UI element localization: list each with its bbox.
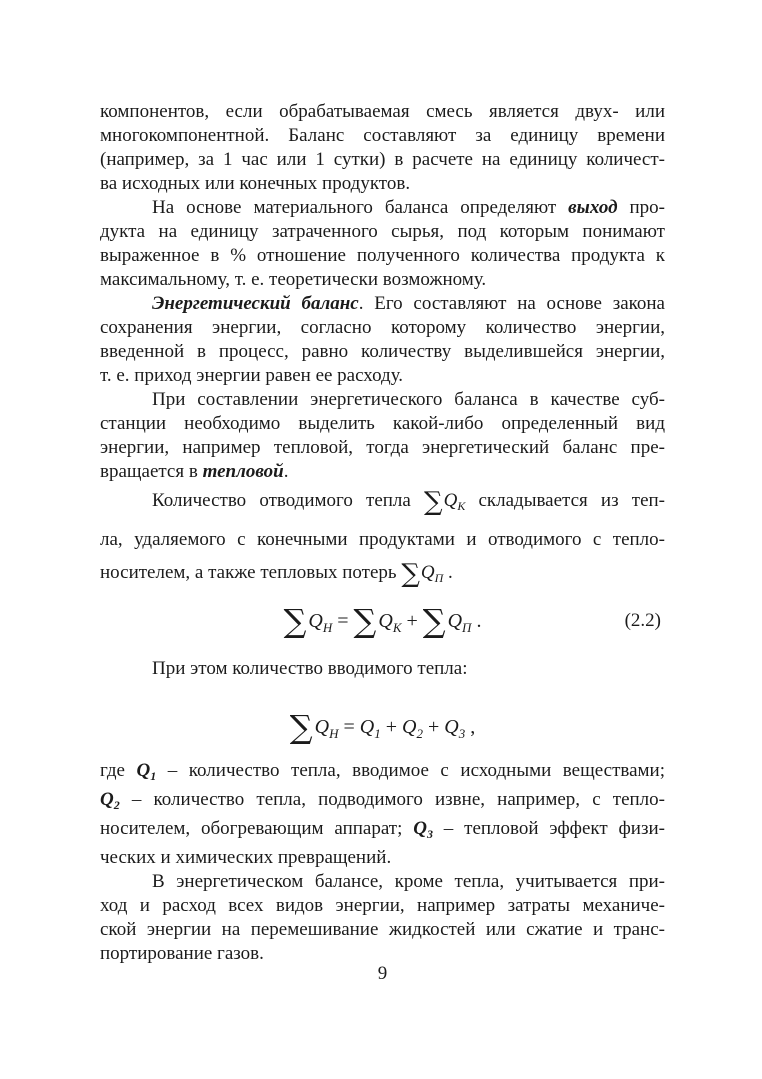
formula-body (289, 708, 476, 746)
text-segment: П (434, 571, 444, 585)
text-segment: тепловой (202, 461, 284, 482)
text-segment: . (443, 562, 453, 583)
text-line (100, 412, 665, 436)
text-line (100, 918, 665, 942)
paragraph (100, 388, 665, 484)
formula-segment: Q (444, 716, 459, 738)
text-line (100, 100, 665, 124)
text-segment: станции необходимо выделить какой-либо определенный вид (100, 413, 665, 434)
formula-segment: = (338, 716, 360, 738)
paragraph (100, 657, 665, 681)
formula-segment: Q (359, 716, 375, 738)
text-segment: ла, удаляемого с конечными продуктами и отводимого с тепло- (100, 529, 665, 550)
display-formula (100, 599, 665, 643)
formula-segment: Q (308, 610, 323, 632)
text-segment: При составлении энергетического баланса в качестве суб- (152, 389, 665, 410)
formula-segment: 1 (374, 726, 381, 741)
formula-segment: Q (402, 716, 417, 738)
paragraph (100, 870, 665, 966)
page-number: 9 (377, 963, 388, 984)
text-segment: Q (136, 760, 151, 781)
formula-segment: + (422, 716, 445, 738)
formula-segment: 2 (416, 726, 423, 741)
text-line (100, 436, 665, 460)
text-line (100, 817, 665, 846)
text-segment: 2 (113, 798, 120, 812)
text-line (100, 894, 665, 918)
text-segment: . Его составляют на основе закона (358, 293, 665, 314)
text-segment: Q (420, 562, 435, 583)
text-segment: ва исходных или конечных продуктов. (100, 173, 411, 194)
text-segment: носителем, а также тепловых потерь (100, 562, 402, 583)
summation-sign: ∑ (424, 487, 443, 517)
formula-segment: Q (447, 610, 463, 632)
text-line (100, 556, 665, 595)
paragraph (100, 759, 665, 870)
text-line (100, 388, 665, 412)
formula-segment: Q (314, 716, 330, 738)
text-segment: 3 (426, 827, 433, 841)
formula-segment: + (401, 610, 423, 632)
text-segment: ход и расход всех видов энергии, например затраты механиче- (100, 895, 665, 916)
text-segment: выраженное в % отношение полученного количества продукта к (100, 245, 665, 266)
formula-segment: + (380, 716, 402, 738)
text-line (100, 292, 665, 316)
text-line (100, 340, 665, 364)
summation-sign: ∑ (289, 708, 313, 746)
text-line (100, 460, 665, 484)
text-segment: носителем, обогревающим аппарат; (100, 818, 414, 839)
text-segment: введенной в процесс, равно количеству выделившейся энергии, (100, 341, 665, 362)
paragraph (100, 100, 665, 196)
text-segment: ческих и химических превращений. (100, 847, 392, 868)
text-line (100, 124, 665, 148)
formula-segment: = (332, 610, 354, 632)
text-segment: т. е. приход энергии равен ее расходу. (100, 365, 404, 386)
text-segment: вращается в (100, 461, 203, 482)
text-segment: выход (568, 197, 618, 218)
formula-segment: Н (329, 726, 339, 741)
text-segment: про- (617, 197, 665, 218)
text-segment: ской энергии на перемешивание жидкостей или сжатие и транс- (100, 919, 665, 940)
formula-segment: К (392, 620, 402, 635)
text-segment: В энергетическом балансе, кроме тепла, учитывается при- (152, 871, 665, 892)
text-line (100, 148, 665, 172)
text-segment: портирование газов. (100, 943, 264, 964)
text-segment: компонентов, если обрабатываемая смесь является двух- или (100, 101, 665, 122)
text-segment: сохранения энергии, согласно которому количество энергии, (100, 317, 665, 338)
summation-sign: ∑ (353, 602, 377, 640)
text-segment: складывается из теп- (465, 490, 665, 511)
text-segment: – количество тепла, вводимое с исходными веществами; (156, 760, 665, 781)
text-segment: – тепловой эффект физи- (432, 818, 665, 839)
text-line (100, 846, 665, 870)
text-line (100, 657, 665, 681)
paragraph (100, 292, 665, 388)
formula-segment: , (465, 716, 476, 738)
text-line (100, 870, 665, 894)
display-formula (100, 705, 665, 749)
text-segment: Количество отводимого тепла (152, 490, 425, 511)
summation-sign: ∑ (422, 602, 446, 640)
text-segment: энергии, например тепловой, тогда энергетический баланс пре- (100, 437, 665, 458)
text-segment: где (100, 760, 137, 781)
text-line (100, 316, 665, 340)
text-segment: На основе материального баланса определяют (152, 197, 569, 218)
text-segment: максимальному, т. е. теоретически возможному. (100, 269, 487, 290)
paragraph (100, 196, 665, 292)
formula-segment: Н (322, 620, 333, 635)
text-segment: 1 (150, 769, 157, 783)
text-segment: – количество тепла, подводимого извне, например, с тепло- (119, 789, 665, 810)
summation-sign: ∑ (283, 602, 307, 640)
equation-number: (2.2) (624, 610, 661, 631)
text-line (100, 244, 665, 268)
text-segment: многокомпонентной. Баланс составляют за единицу времени (100, 125, 665, 146)
text-segment: Q (443, 490, 458, 511)
text-column (100, 100, 665, 966)
text-segment: дукта на единицу затраченного сырья, под которым понимают (100, 221, 665, 242)
formula-segment: П (462, 620, 472, 635)
text-segment: К (457, 499, 466, 513)
text-line (100, 523, 665, 556)
text-line (100, 364, 665, 388)
text-line (100, 196, 665, 220)
text-line (100, 759, 665, 788)
text-segment: . (283, 461, 289, 482)
text-segment: Энергетический баланс (152, 293, 359, 314)
text-line (100, 172, 665, 196)
formula-body (283, 602, 482, 640)
text-line (100, 788, 665, 817)
formula-segment: Q (378, 610, 393, 632)
text-line (100, 268, 665, 292)
text-segment: При этом количество вводимого тепла: (152, 658, 468, 679)
formula-segment: 3 (458, 726, 466, 741)
summation-sign: ∑ (401, 559, 420, 589)
text-line (100, 220, 665, 244)
text-segment: (например, за 1 час или 1 сутки) в расчете на единицу количест- (100, 149, 665, 170)
text-line (100, 484, 665, 523)
text-segment: Q (100, 789, 114, 810)
text-segment: Q (413, 818, 427, 839)
paragraph (100, 484, 665, 595)
formula-segment: . (471, 610, 482, 632)
